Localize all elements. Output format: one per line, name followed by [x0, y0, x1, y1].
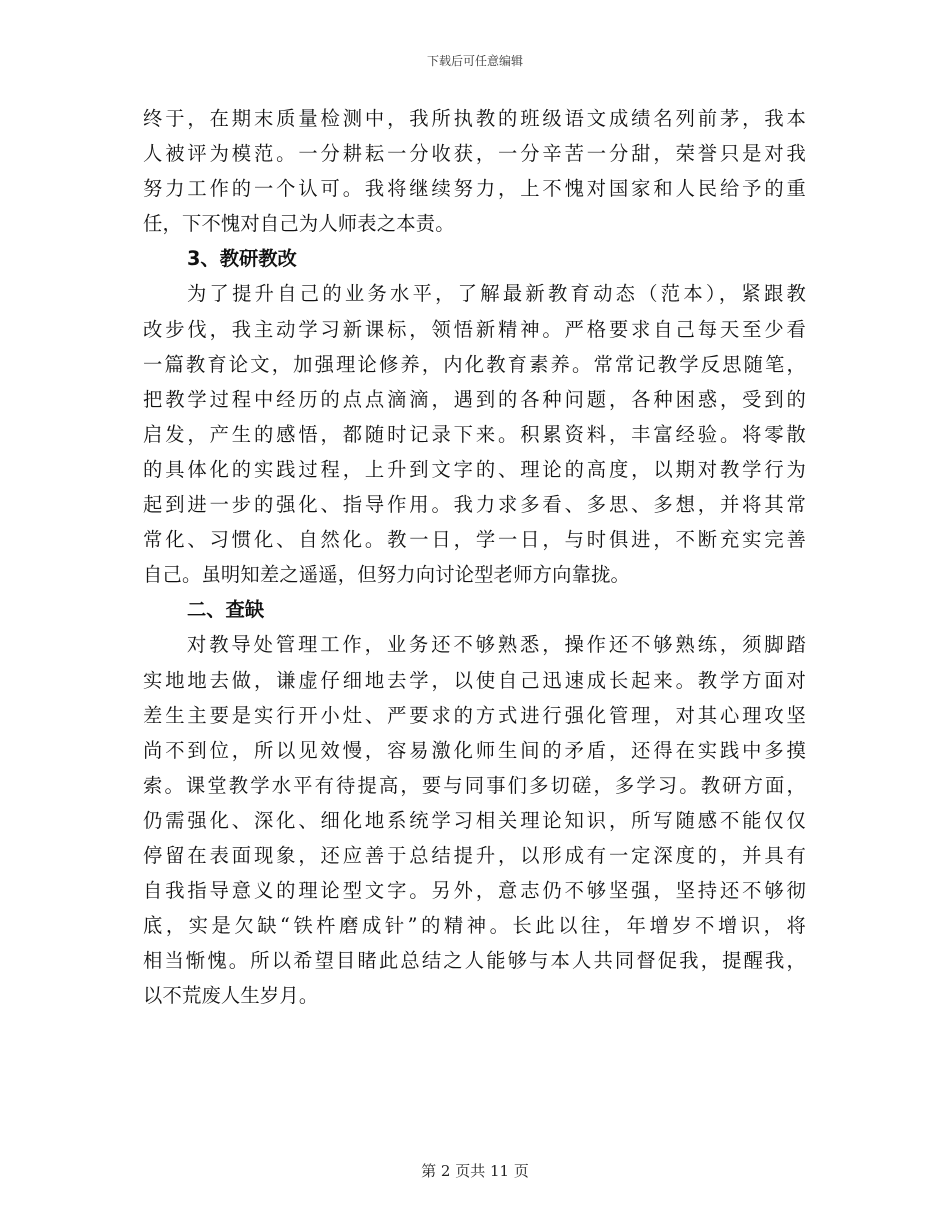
paragraph-line: 的具体化的实践过程，上升到文字的、理论的高度，以期对教学行为 — [143, 457, 806, 481]
paragraph-line: 为了提升自己的业务水平，了解最新教育动态（范本），紧跟教 — [187, 282, 806, 306]
paragraph-line: 差生主要是实行开小灶、严要求的方式进行强化管理，对其心理攻坚 — [143, 703, 806, 727]
section-heading-shortcomings: 二、查缺 — [187, 598, 265, 622]
paragraph-line: 索。课堂教学水平有待提高，要与同事们多切磋，多学习。教研方面， — [143, 773, 806, 797]
paragraph-line: 对教导处管理工作，业务还不够熟悉，操作还不够熟练，须脚踏 — [187, 633, 806, 657]
paragraph-line: 改步伐，我主动学习新课标，领悟新精神。严格要求自己每天至少看 — [143, 317, 806, 341]
paragraph-line: 起到进一步的强化、指导作用。我力求多看、多思、多想，并将其常 — [143, 493, 806, 517]
paragraph-line: 仍需强化、深化、细化地系统学习相关理论知识，所写随感不能仅仅 — [143, 808, 806, 832]
paragraph-line: 人被评为模范。一分耕耘一分收获，一分辛苦一分甜，荣誉只是对我 — [143, 142, 806, 166]
paragraph-line: 底，实是欠缺“铁杵磨成针”的精神。长此以往，年增岁不增识，将 — [143, 914, 806, 938]
page-header: 下载后可任意编辑 — [426, 54, 523, 68]
paragraph-line: 自我指导意义的理论型文字。另外，意志仍不够坚强，坚持还不够彻 — [143, 879, 806, 903]
paragraph-line: 以不荒废人生岁月。 — [143, 984, 319, 1008]
paragraph-line: 停留在表面现象，还应善于总结提升，以形成有一定深度的，并具有 — [143, 843, 806, 867]
paragraph-line: 一篇教育论文，加强理论修养，内化教育素养。常常记教学反思随笔， — [143, 352, 806, 376]
paragraph-line: 终于，在期末质量检测中，我所执教的班级语文成绩名列前茅，我本 — [143, 107, 806, 130]
paragraph-line: 努力工作的一个认可。我将继续努力，上不愧对国家和人民给予的重 — [143, 177, 806, 201]
section-heading-research: 3、教研教改 — [187, 247, 297, 271]
paragraph-line: 启发，产生的感悟，都随时记录下来。积累资料，丰富经验。将零散 — [143, 422, 806, 446]
paragraph-line: 自己。虽明知差之遥遥，但努力向讨论型老师方向靠拢。 — [143, 563, 631, 587]
document-body — [143, 101, 806, 1013]
page-number: 第 2 页共 11 页 — [421, 1162, 529, 1180]
paragraph-line: 相当惭愧。所以希望目睹此总结之人能够与本人共同督促我，提醒我， — [143, 949, 806, 973]
paragraph-line: 把教学过程中经历的点点滴滴，遇到的各种问题，各种困惑，受到的 — [143, 387, 806, 411]
paragraph-line: 任，下不愧对自己为人师表之本责。 — [143, 212, 455, 236]
paragraph-line: 常化、习惯化、自然化。教一日，学一日，与时俱进，不断充实完善 — [143, 528, 806, 552]
paragraph-line: 实地地去做，谦虚仔细地去学，以使自己迅速成长起来。教学方面对 — [143, 668, 806, 692]
paragraph-line: 尚不到位，所以见效慢，容易激化师生间的矛盾，还得在实践中多摸 — [143, 738, 806, 762]
